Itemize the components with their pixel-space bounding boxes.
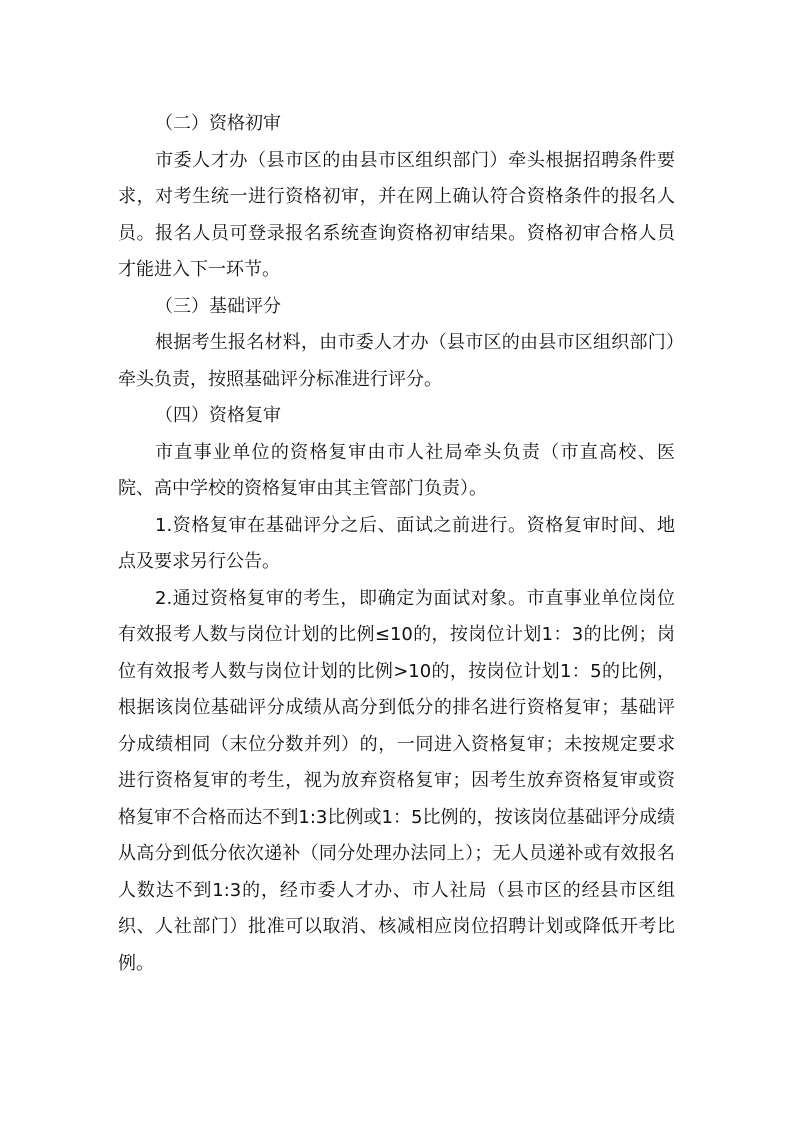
section-heading-basic-scoring: （三）基础评分 [155, 295, 281, 317]
section-heading-qualification-re-review: （四）资格复审 [155, 405, 281, 426]
section-heading-qualification-initial-review: （二）资格初审 [155, 113, 281, 134]
paragraph-re-review-responsibility: 市直事业单位的资格复审由市人社局牵头负责（市直高校、医院、高中学校的资格复审由其主管部门负责）。 [118, 441, 675, 499]
paragraph-initial-review-body: 市委人才办（县市区的由县市区组织部门）牵头根据招聘条件要求，对考生统一进行资格初审，并在网上确认符合资格条件的报名人员。报名人员可登录报名系统查询资格初审结果。资格初审合格人员才能进入下一环节。 [118, 149, 675, 280]
paragraph-re-review-item-1: 1.资格复审在基础评分之后、面试之前进行。资格复审时间、地点及要求另行公告。 [118, 514, 675, 572]
paragraph-re-review-item-2: 2.通过资格复审的考生，即确定为面试对象。市直事业单位岗位有效报考人数与岗位计划的比例≤10的，按岗位计划1：3的比例；岗位有效报考人数与岗位计划的比例>10的，按岗位计划1：5的比例，根据该岗位基础评分成绩从高分到低分的排名进行资格复审；基础评分成绩相同（末位分数并列）的，一同进入资格复审；未按规定要求进行资格复审的考生，视为放弃资格复审；因考生放弃资格复审或资格复审不合格而达不到1:3比例或1：5比例的，按该岗位基础评分成绩从高分到低分依次递补（同分处理办法同上）；无人员递补或有效报名人数达不到1:3的，经市委人才办、市人社局（县市区的经县市区组织、人社部门）批准可以取消、核减相应岗位招聘计划或降低开考比例。 [118, 587, 675, 974]
paragraph-basic-scoring-body: 根据考生报名材料，由市委人才办（县市区的由县市区组织部门）牵头负责，按照基础评分标准进行评分。 [118, 332, 675, 390]
